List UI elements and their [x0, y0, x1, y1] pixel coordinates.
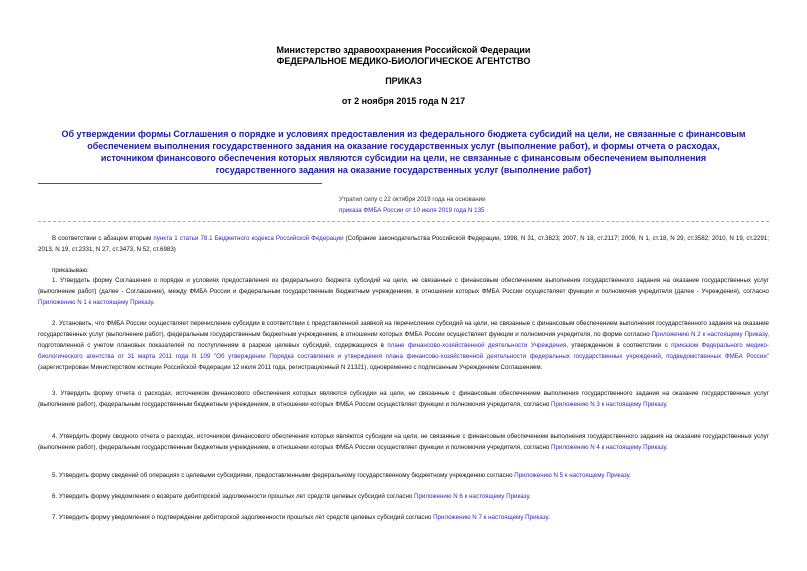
item-link[interactable]: плане финансово-хозяйственной деятельности Учреждения	[387, 342, 567, 349]
item-after: .	[547, 514, 550, 521]
status-note	[339, 194, 579, 216]
list-item	[38, 388, 769, 410]
item-link[interactable]: Приложению N 6 к настоящему Приказу	[414, 493, 529, 500]
item-text: (зарегистрирован Министерством юстиции Российской Федерации 12 июля 2011 года, регистрационный N 21321), одновременно с подписанным Учреждением Соглашением.	[38, 364, 543, 371]
item-text: , утвержденном в соответствии с	[566, 342, 672, 349]
item-link[interactable]: приказом Федерального медико-биологического агентства от 31 марта 2011 года N 109 "Об утверждении Порядка составления и утверждения плана финансово-хозяйственной деятельности федеральных государственных учреждений, подведомственных ФМБА России"	[38, 342, 770, 360]
list-item	[38, 491, 769, 502]
item-after: .	[665, 401, 668, 408]
item-link[interactable]: Приложению N 7 к настоящему Приказу	[433, 514, 548, 521]
divider	[38, 183, 322, 184]
title-prefix: Об утверждении	[61, 129, 138, 139]
agency-name: ФЕДЕРАЛЬНОЕ МЕДИКО-БИОЛОГИЧЕСКОЕ АГЕНТСТВО	[276, 56, 531, 66]
list-item	[38, 275, 769, 308]
item-text: 5. Утвердить форму сведений об операциях с целевыми субсидиями, предоставленными федеральному государственному бюджетному учреждению согласно	[52, 472, 515, 479]
item-text: 3. Утвердить форму отчета о расходах, источником финансового обеспечения которых являются субсидии на цели, не связанные с финансовым обеспечением выполнения государственного задания на оказание государственных услуг (выполнение работ), федеральным государственным бюджетным учреждением, в отношении которых ФМБА России осуществляет функции и полномочия учредителя, согласно	[38, 390, 769, 408]
ministry-name: Министерство здравоохранения Российской Федерации	[276, 45, 531, 55]
item-text: 6. Утвердить форму уведомления о возврате дебиторской задолженности прошлых лет средств целевых субсидий согласно	[52, 493, 415, 500]
preamble-link[interactable]: пункта 1 статьи 78.1 Бюджетного кодекса Российской Федерации	[153, 235, 344, 242]
doc-date-number: от 2 ноября 2015 года N 217	[341, 96, 466, 106]
list-item	[38, 431, 769, 453]
item-after: .	[629, 472, 631, 479]
divider-dashed	[38, 221, 769, 222]
doc-type: ПРИКАЗ	[385, 76, 422, 86]
order-word-text: приказываю:	[52, 267, 89, 274]
preamble	[38, 233, 769, 255]
list-item	[38, 512, 769, 523]
item-text: 2. Установить, что ФМБА России осуществляет перечисление субсидии в соответствии с представленной заявкой на перечисление субсидий на цели, не связанные с финансовым обеспечением выполнения государственного задания на оказание государственных услуг (выполнение работ), федеральным государственным бюджетным учреждением, в отношении которых ФМБА России осуществляет функции и полномочия учредителя, по форме согласно	[38, 320, 769, 338]
preamble-text-2: (Собрание законодательства Российской Федерации, 1998, N 31, ст.3823; 2007, N 18, ст.2117; 2009, N 1, ст.18, N 29, ст.3582; 2010, N 19, ст.2291; 2013, N 19, ст.2331, N 27, ст.3473, N 52, ст.6983)	[38, 235, 770, 253]
list-item	[38, 318, 769, 373]
item-text: 7. Утвердить форму уведомления о подтверждении дебиторской задолженности прошлых лет средств целевых субсидий согласно	[52, 514, 434, 521]
item-after: .	[665, 444, 668, 451]
status-link[interactable]: приказа ФМБА России от 10 июля 2019 года N 135	[339, 207, 485, 214]
item-link[interactable]: Приложению N 2 к настоящему Приказу	[651, 331, 768, 338]
preamble-text: В соответствии с абзацем вторым	[52, 235, 154, 242]
item-after: .	[152, 299, 155, 306]
item-link[interactable]: Приложению N 3 к настоящему Приказу	[551, 401, 666, 408]
order-title	[60, 128, 747, 176]
item-text: 4. Утвердить форму сводного отчета о расходах, источником финансового обеспечения которых являются субсидии на цели, не связанные с финансовым обеспечением выполнения государственного задания на оказание государственных услуг (выполнение работ), федеральным государственным бюджетным учреждением, в отношении которых ФМБА России осуществляет функции и полномочия учредителя, согласно	[38, 433, 769, 451]
item-link[interactable]: Приложению N 1 к настоящему Приказу	[38, 299, 153, 306]
item-text: 1. Утвердить форму Соглашения о порядке и условиях предоставления из федерального бюджета субсидий на цели, не связанные с финансовым обеспечением выполнения государственного задания на оказание государственных услуг (выполнение работ) (далее - Соглашение), между ФМБА России и федеральным государственным бюджетным учреждением, в отношении которых ФМБА России осуществляет функции и полномочия учредителя (далее - Учреждения), согласно	[38, 277, 769, 295]
item-text: , подготовленной с учетом плановых показателей по поступлениям в разрезе целевых субсидий, содержащихся в	[38, 331, 769, 349]
item-link[interactable]: Приложению N 4 к настоящему Приказу	[551, 444, 666, 451]
list-item	[38, 470, 769, 481]
item-after: .	[528, 493, 531, 500]
status-line: Утратил силу с 22 октября 2019 года на основании	[339, 196, 486, 203]
title-link[interactable]: формы Соглашения о порядке и условиях предоставления из федерального бюджета субсидий на цели, не связанные с финансовым обеспечением выполнения государственного задания на оказание государственных услуг (выполнение работ), и формы отчета о расходах, источником финансового обеспечения которых являются субсидии на цели, не связанные с финансовым обеспечением выполнения государственного задания на оказание государственных услуг (выполнение работ)	[87, 129, 746, 175]
item-link[interactable]: Приложению N 5 к настоящему Приказу	[514, 472, 630, 479]
